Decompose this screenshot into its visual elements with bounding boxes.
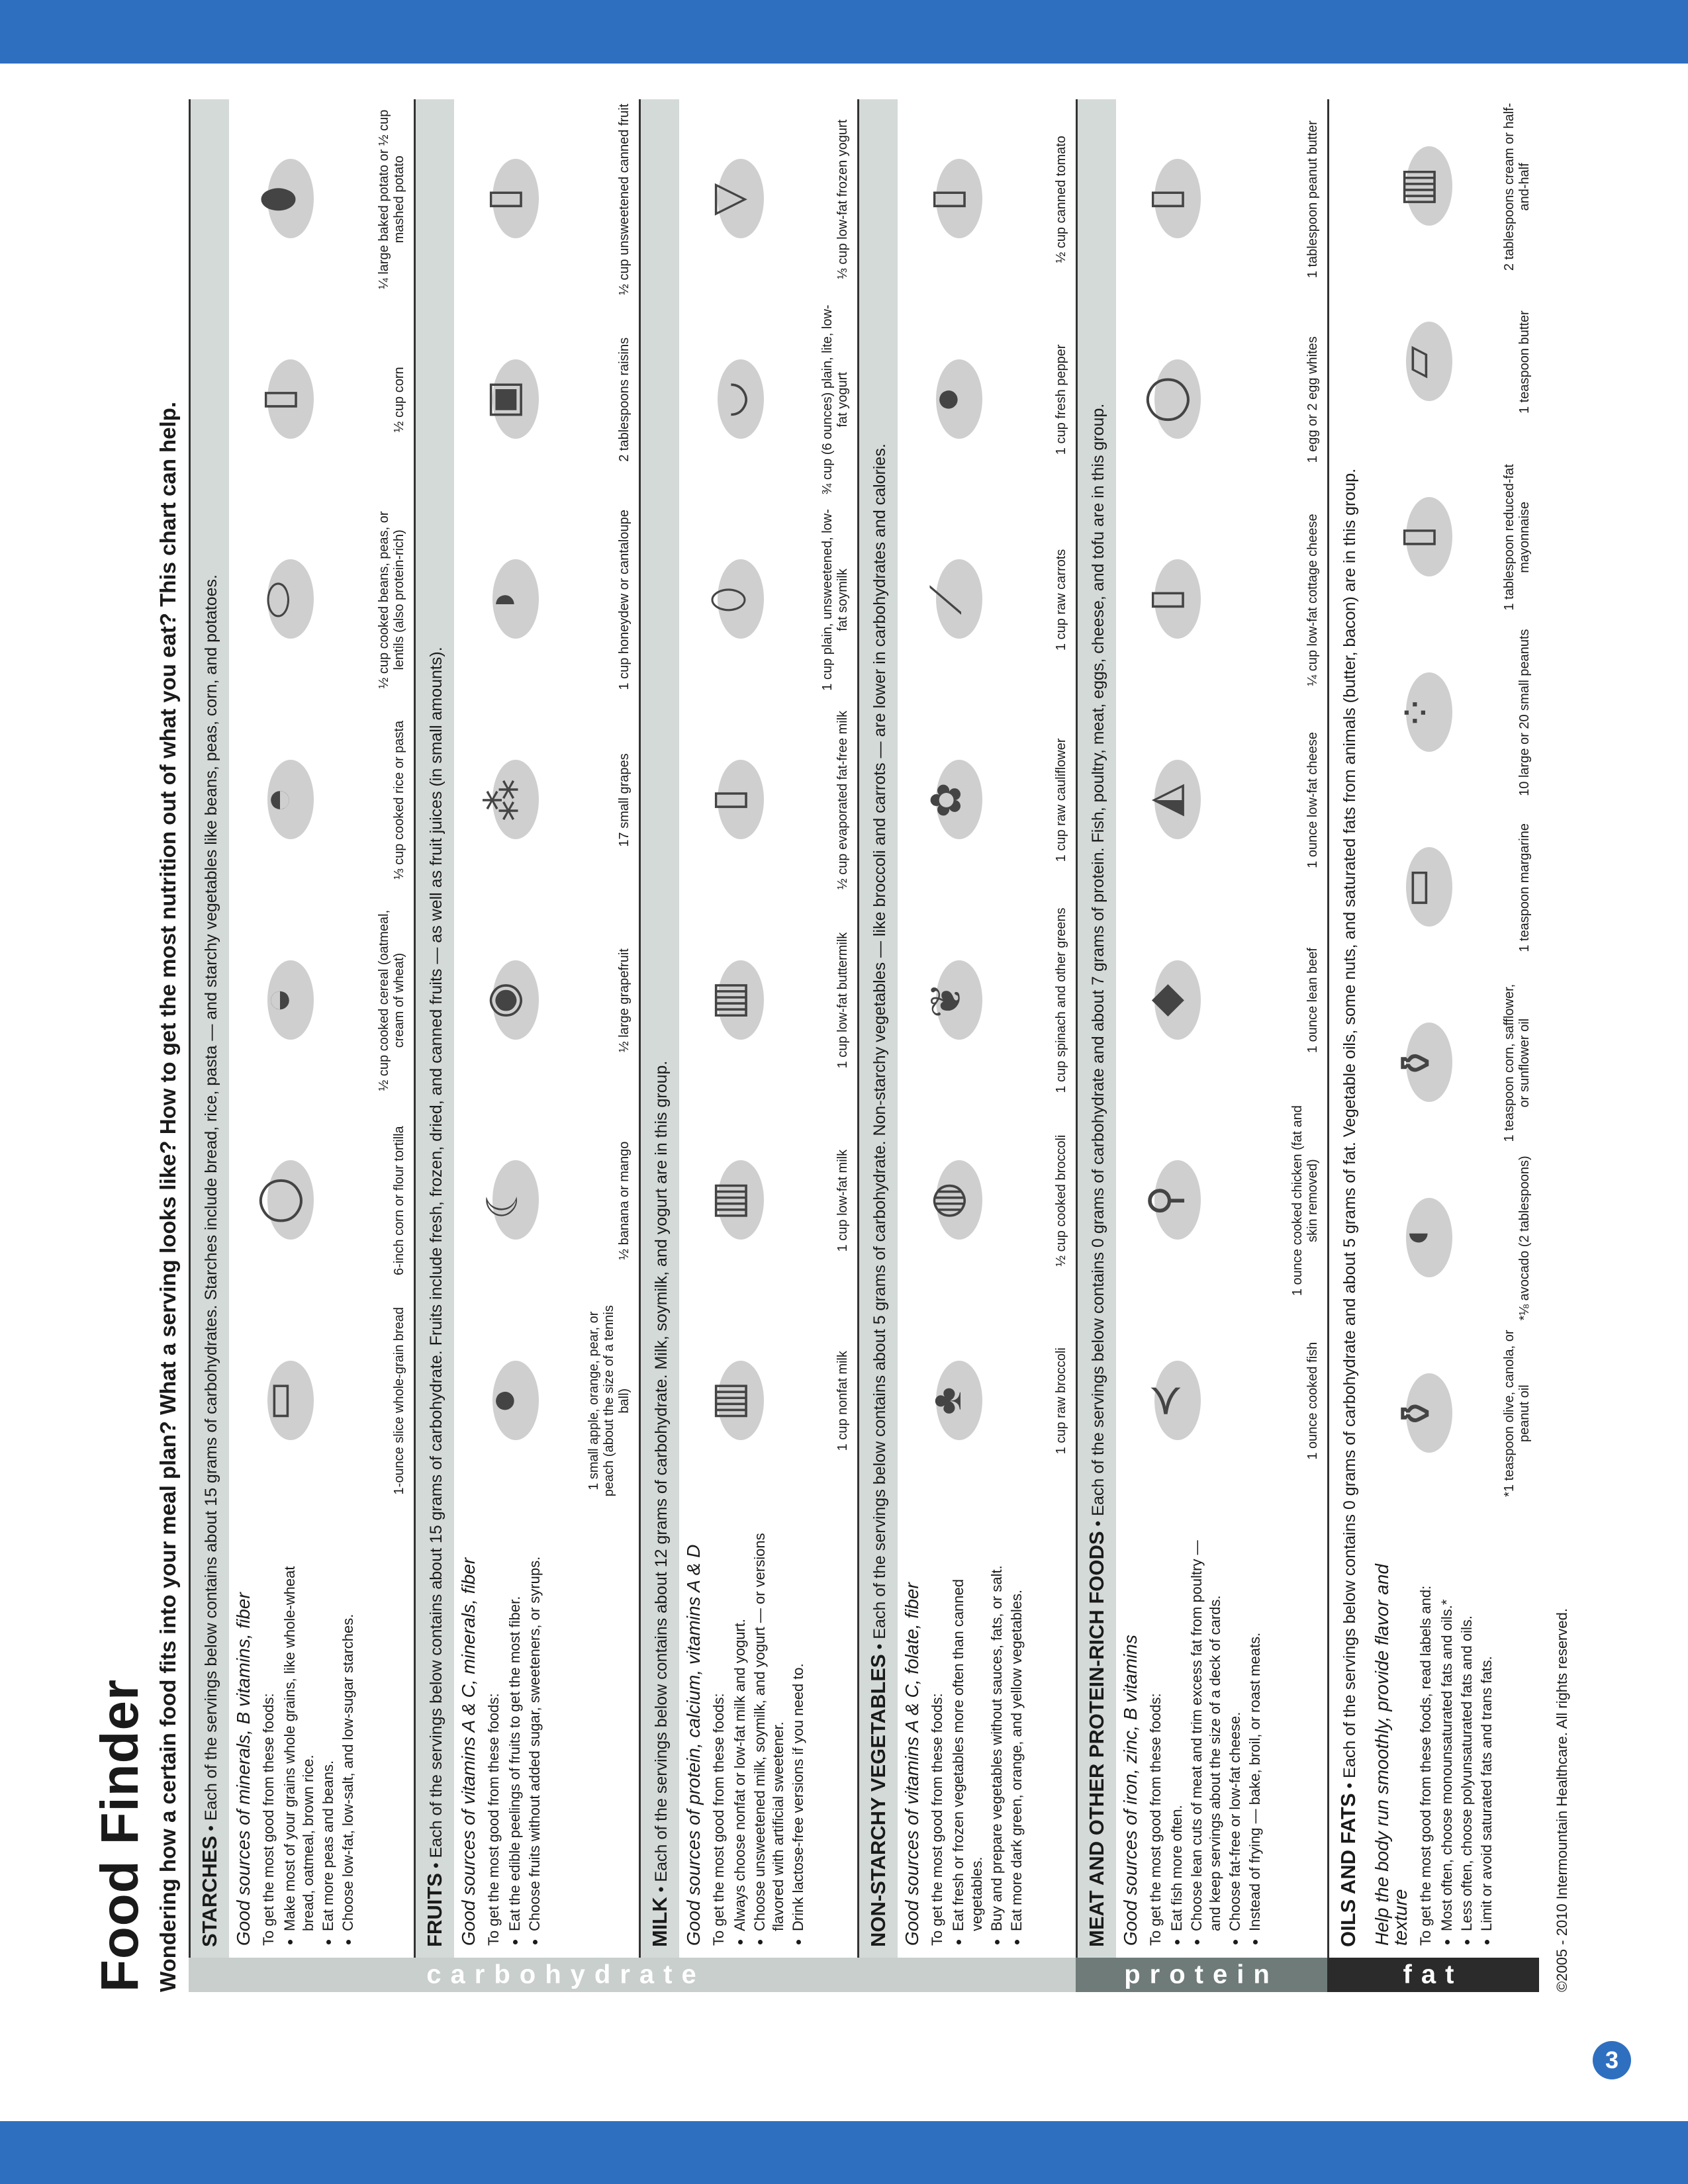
food-item xyxy=(1368,1326,1539,1501)
section-nonstarchy-group xyxy=(857,99,1076,1992)
food-serving-label: ¼ cup low-fat cottage cheese xyxy=(1305,514,1320,686)
grapes-icon: ⁂ xyxy=(466,764,539,837)
vegetable-oil-bottle-icon: ⚱ xyxy=(1380,1026,1452,1099)
food-item xyxy=(1368,800,1539,976)
food-item xyxy=(898,1300,1076,1501)
section-desc: Each of the servings below contains about 15 grams of carbohydrates. Starches include bread, rice, pasta — and starchy vegetables like beans, peas, corn, and potatoes. xyxy=(202,574,220,1821)
section-tips: Good sources of iron, zinc, B vitamins To get the most good from these foods: • Eat fish more often. • Choose lean cuts of meat and trim excess fat from poultry — and keep servings about the size of a deck of cards. • Choose fat-free or low-fat cheese. • Instead of frying — bake, broil, or roast meats. xyxy=(1121,1522,1266,1946)
cooked-broccoli-pot-icon: ◍ xyxy=(910,1164,982,1237)
copyright: ©2005 - 2010 Intermountain Healthcare. All rights reserved. xyxy=(1554,1608,1570,1992)
food-serving-label: 6-inch corn or flour tortilla xyxy=(392,1126,406,1275)
cauliflower-icon: ✿ xyxy=(910,764,982,837)
yogurt-cup-icon: ◡ xyxy=(691,363,764,436)
food-serving-label: *1 teaspoon olive, canola, or peanut oil xyxy=(1502,1330,1532,1497)
food-item xyxy=(229,1101,414,1301)
lowfat-milk-carton-icon: ▥ xyxy=(691,1164,764,1237)
section-desc: Each of the servings below contains about 12 grams of carbohydrate. Milk, soymilk, and yogurt are in this group. xyxy=(652,1060,671,1882)
food-list xyxy=(898,99,1076,1501)
food-serving-label: 1 cup raw cauliflower xyxy=(1054,738,1068,862)
food-item xyxy=(679,700,857,901)
frozen-yogurt-icon: ▽ xyxy=(691,163,764,236)
apple-icon: ● xyxy=(466,1365,539,1437)
potato-icon: ⬮ xyxy=(241,163,314,236)
group-carbohydrate xyxy=(189,99,943,1992)
food-serving-label: 1 cup raw broccoli xyxy=(1054,1347,1068,1455)
group-fat xyxy=(1327,99,1539,1992)
food-serving-label: ½ cup cooked beans, peas, or lentils (also protein-rich) xyxy=(377,511,406,689)
food-item xyxy=(454,1101,639,1301)
food-serving-label: *⅛ avocado (2 tablespoons) xyxy=(1517,1156,1532,1321)
food-serving-label: ½ large grapefruit xyxy=(617,948,632,1052)
food-serving-label: 1 tablespoon reduced-fat mayonnaise xyxy=(1502,464,1532,611)
raisins-box-icon: ▣ xyxy=(466,363,539,436)
food-item xyxy=(679,300,857,500)
food-item xyxy=(898,1101,1076,1301)
food-item xyxy=(229,700,414,901)
food-item xyxy=(898,300,1076,500)
food-serving-label: 1 teaspoon butter xyxy=(1517,310,1532,414)
tomato-can-icon: ▯ xyxy=(910,163,982,236)
food-item xyxy=(1368,976,1539,1151)
section-desc: Each of the servings below contains about 5 grams of carbohydrate. Non-starchy vegetables — like broccoli and carrots — are lower in carbohydrates and calories. xyxy=(870,443,889,1639)
food-serving-label: ½ cup evaporated fat-free milk xyxy=(835,710,850,890)
carrots-icon: ⟋ xyxy=(910,563,982,636)
section-title: STARCHES xyxy=(198,1835,221,1947)
food-item xyxy=(1116,700,1327,901)
food-list xyxy=(1116,99,1327,1501)
food-item xyxy=(1116,300,1327,500)
cheese-icon: ◭ xyxy=(1128,764,1201,837)
food-list xyxy=(229,99,414,1501)
food-item xyxy=(1116,99,1327,300)
rice-bowl-icon: ◓ xyxy=(241,764,314,837)
section-title: MEAT AND OTHER PROTEIN-RICH FOODS xyxy=(1085,1531,1108,1947)
food-item xyxy=(229,500,414,700)
nonfat-milk-carton-icon: ▥ xyxy=(691,1365,764,1437)
food-chart xyxy=(89,99,1585,1992)
section-desc: Each of the servings below contains 0 grams of carbohydrate and about 7 grams of protein. Fish, poultry, meat, eggs, cheese, and tofu are in this group. xyxy=(1089,403,1107,1516)
food-serving-label: ¾ cup (6 ounces) plain, lite, low-fat yogurt xyxy=(820,304,850,495)
food-item xyxy=(898,99,1076,300)
food-item xyxy=(898,900,1076,1101)
cottage-cheese-icon: ▯ xyxy=(1128,563,1201,636)
food-serving-label: 1 cup raw carrots xyxy=(1054,549,1068,651)
food-item xyxy=(454,99,639,300)
food-item xyxy=(454,700,639,901)
margarine-tub-icon: ▭ xyxy=(1380,851,1452,924)
food-serving-label: 1 cup low-fat milk xyxy=(835,1149,850,1252)
section-tips: Good sources of vitamins A & C, folate, fiber To get the most good from these foods: • Eat fresh or frozen vegetables more often than canned vegetables. • Buy and prepare vegetables without sauces, fats, or salt. • Eat more dark green, orange, and yellow vegetables. xyxy=(903,1522,1027,1946)
food-serving-label: 1 egg or 2 egg whites xyxy=(1305,336,1320,463)
group-label-carbohydrate: carbohydrate xyxy=(189,1958,943,1992)
food-serving-label: 2 tablespoons cream or half-and-half xyxy=(1502,103,1532,271)
food-serving-label: 1 tablespoon peanut butter xyxy=(1305,120,1320,279)
food-serving-label: 1-ounce slice whole-grain bread xyxy=(392,1306,406,1495)
food-serving-label: ½ cup corn xyxy=(392,367,406,433)
section-desc: Each of the servings below contains 0 grams of carbohydrate and about 5 grams of fat. Vegetable oils, some nuts, and saturated fats from animals (butter, bacon) are in this group. xyxy=(1340,468,1359,1778)
top-band xyxy=(0,0,1688,64)
section-nonstarchy-vegetables: NON-STARCHY VEGETABLES • Each of the servings below contains about 5 grams of carbohydrate. Non-starchy vegetables — like broccoli and carrots — are lower in carbohydrates and calories. Good sources of vitamins A & C, folate, fiber To get the most good from these foods: • Eat fresh or frozen vegetables more often than canned vegetables. • Buy and prepare vegetables without sauces, fats, or salt. • Eat more dark green, orange, and yellow vegetables. ♣ 1 cup raw broccoli ◍ ½ cup cooked broccoli ❦ 1 cup spinach and other greens ✿ 1 cup raw cauliflower ⟋ 1 cup raw carrots ● 1 cup fresh pepper ▯ ½ cup canned tomato xyxy=(857,99,1076,1958)
food-serving-label: 1 cup low-fat buttermilk xyxy=(835,932,850,1069)
buttermilk-carton-icon: ▥ xyxy=(691,964,764,1037)
section-title: FRUITS xyxy=(423,1873,446,1947)
bell-pepper-icon: ● xyxy=(910,363,982,436)
food-item xyxy=(1116,900,1327,1101)
food-serving-label: 1 teaspoon margarine xyxy=(1517,823,1532,952)
section-fruits: FRUITS • Each of the servings below contains about 15 grams of carbohydrate. Fruits include fresh, frozen, dried, and canned fruits — as well as fruit juices (in small amounts). Good sources of vitamins A & C, minerals, fiber To get the most good from these foods: • Eat the edible peelings of fruits to get the most fiber. • Choose fruits without added sugar, sweeteners, or syrups. ● 1 small apple, orange, pear, or peach (about the size of a tennis ball) ☾ ½ banana or mango ◉ ½ large grapefruit ⁂ 17 small grapes ◗ 1 cup honeydew or cantaloupe ▣ 2 tablespoons raisins ▯ ½ cup unsweetened canned fruit xyxy=(414,99,639,1958)
food-item xyxy=(229,900,414,1101)
food-item xyxy=(454,900,639,1101)
food-item xyxy=(1368,625,1539,800)
evaporated-milk-can-icon: ▯ xyxy=(691,764,764,837)
beans-plate-icon: ⬭ xyxy=(241,563,314,636)
grapefruit-icon: ◉ xyxy=(466,964,539,1037)
avocado-icon: ◖ xyxy=(1380,1202,1452,1275)
melon-icon: ◗ xyxy=(466,563,539,636)
food-list xyxy=(679,99,857,1501)
bottom-band xyxy=(0,2121,1688,2184)
food-item xyxy=(679,500,857,700)
food-serving-label: ⅓ cup low-fat frozen yogurt xyxy=(835,119,850,279)
spinach-plate-icon: ❦ xyxy=(910,964,982,1037)
corn-can-icon: ▯ xyxy=(241,363,314,436)
food-item xyxy=(898,700,1076,901)
food-serving-label: 10 large or 20 small peanuts xyxy=(1517,629,1532,796)
food-item xyxy=(1368,450,1539,625)
olive-oil-bottle-icon: ⚱ xyxy=(1380,1377,1452,1450)
group-protein xyxy=(1076,99,1327,1992)
broccoli-icon: ♣ xyxy=(910,1365,982,1437)
soymilk-bottle-icon: ⬯ xyxy=(691,563,764,636)
food-serving-label: 1 cup fresh pepper xyxy=(1054,344,1068,455)
section-title: OILS AND FATS xyxy=(1336,1793,1360,1947)
food-serving-label: ½ cup unsweetened canned fruit xyxy=(617,103,632,295)
food-item xyxy=(229,1300,414,1501)
food-item xyxy=(229,300,414,500)
mayonnaise-jar-icon: ▯ xyxy=(1380,501,1452,574)
food-item xyxy=(1116,500,1327,700)
beef-icon: ◆ xyxy=(1128,964,1201,1037)
food-serving-label: 17 small grapes xyxy=(617,753,632,847)
food-serving-label: 1 cup honeydew or cantaloupe xyxy=(617,510,632,690)
section-tips: Good sources of protein, calcium, vitamins A & D To get the most good from these foods: • Always choose nonfat or low-fat milk and yogurt. • Choose unsweetened milk, soymilk, and yogurt — or versions flavored with artificial sweetener. • Drink lactose-free versions if you need to. xyxy=(684,1522,809,1946)
food-item xyxy=(898,500,1076,700)
section-meat: MEAT AND OTHER PROTEIN-RICH FOODS • Each of the servings below contains 0 grams of carbohydrate and about 7 grams of protein. Fish, poultry, meat, eggs, cheese, and tofu are in this group. Good sources of iron, zinc, B vitamins To get the most good from these foods: • Eat fish more often. • Choose lean cuts of meat and trim excess fat from poultry — and keep servings about the size of a deck of cards. • Choose fat-free or low-fat cheese. • Instead of frying — bake, broil, or roast meats. ≺ 1 ounce cooked fish ⚲ 1 ounce cooked chicken (fat and skin removed) ◆ 1 ounce lean beef ◭ 1 ounce low-fat cheese ▯ ¼ cup low-fat cottage cheese ◯ 1 egg or 2 egg whites ▯ 1 tablespoon peanut butter xyxy=(1076,99,1327,1958)
peanuts-icon: ⁘ xyxy=(1380,676,1452,749)
food-item xyxy=(1116,1300,1327,1501)
section-title: MILK xyxy=(648,1897,671,1947)
section-tips: Good sources of minerals, B vitamins, fiber To get the most good from these foods: • Make most of your grains whole grains, like whole-wheat bread, oatmeal, brown rice. • Eat more peas and beans. • Choose low-fat, low-salt, and low-sugar starches. xyxy=(234,1522,359,1946)
page-subtitle: Wondering how a certain food fits into your meal plan? What a serving looks like? How to get the most nutrition out of what you eat? This chart can help. xyxy=(156,401,180,1992)
food-serving-label: ½ cup cooked broccoli xyxy=(1054,1134,1068,1267)
food-serving-label: 1 cup nonfat milk xyxy=(835,1351,850,1451)
section-starches: STARCHES • Each of the servings below contains about 15 grams of carbohydrates. Starches include bread, rice, pasta — and starchy vegetables like beans, peas, corn, and potatoes. Good sources of minerals, B vitamins, fiber To get the most good from these foods: • Make most of your grains whole grains, like whole-wheat bread, oatmeal, brown rice. • Eat more peas and beans. • Choose low-fat, low-salt, and low-sugar starches. ▭ 1-ounce slice whole-grain bread ◯ 6-inch corn or flour tortilla ◒ ½ cup cooked cereal (oatmeal, cream of wheat) ◓ ⅓ cup cooked rice or pasta ⬭ ½ cup cooked beans, peas, or lentils (also protein-rich) ▯ ½ cup corn ⬮ ¼ large baked potato or ½ cup mashed potato xyxy=(189,99,414,1958)
food-serving-label: 1 ounce cooked fish xyxy=(1305,1342,1320,1460)
food-serving-label: ⅓ cup cooked rice or pasta xyxy=(392,720,406,880)
food-item xyxy=(1368,275,1539,450)
food-item xyxy=(454,1300,639,1501)
bread-icon: ▭ xyxy=(241,1365,314,1437)
section-tips: Help the body run smoothly, provide flavor and texture To get the most good from these foods, read labels and: • Most often, choose monounsaturated fats and oils.* • Less often, choose polyunsaturated fats and oils. • Limit or avoid saturated fats and trans fats. xyxy=(1373,1522,1497,1946)
food-serving-label: 1 small apple, orange, pear, or peach (about the size of a tennis ball) xyxy=(586,1305,632,1497)
peanut-butter-jar-icon: ▯ xyxy=(1128,163,1201,236)
food-item xyxy=(454,500,639,700)
food-serving-label: ½ cup cooked cereal (oatmeal, cream of wheat) xyxy=(377,909,406,1091)
section-title: NON-STARCHY VEGETABLES xyxy=(867,1654,890,1947)
food-serving-label: ½ cup canned tomato xyxy=(1054,136,1068,263)
butter-icon: ▱ xyxy=(1380,326,1452,398)
food-serving-label: ¼ large baked potato or ½ cup mashed potato xyxy=(377,109,406,289)
food-serving-label: 1 ounce lean beef xyxy=(1305,948,1320,1054)
canned-fruit-icon: ▯ xyxy=(466,163,539,236)
food-item xyxy=(679,900,857,1101)
food-serving-label: 1 ounce cooked chicken (fat and skin removed) xyxy=(1290,1105,1320,1297)
food-item xyxy=(229,99,414,300)
chicken-leg-icon: ⚲ xyxy=(1128,1164,1201,1237)
food-serving-label: 1 teaspoon corn, safflower, or sunflower oil xyxy=(1502,983,1532,1142)
section-tips: Good sources of vitamins A & C, minerals, fiber To get the most good from these foods: • Eat the edible peelings of fruits to get the most fiber. • Choose fruits without added sugar, sweeteners, or syrups. xyxy=(459,1522,545,1946)
fish-icon: ≺ xyxy=(1128,1365,1201,1437)
food-item xyxy=(679,1300,857,1501)
food-item xyxy=(679,1101,857,1301)
food-item xyxy=(1368,99,1539,275)
food-serving-label: 1 cup plain, unsweetened, low-fat soymilk xyxy=(820,509,850,691)
food-serving-label: 1 ounce low-fat cheese xyxy=(1305,732,1320,868)
cereal-bowl-icon: ◒ xyxy=(241,964,314,1037)
food-item xyxy=(1368,1151,1539,1326)
food-item xyxy=(679,99,857,300)
food-serving-label: 2 tablespoons raisins xyxy=(617,337,632,462)
page-number: 3 xyxy=(1593,2041,1631,2079)
half-and-half-carton-icon: ▥ xyxy=(1380,150,1452,223)
group-label-fat: fat xyxy=(1327,1958,1539,1992)
food-item xyxy=(1116,1101,1327,1301)
egg-icon: ◯ xyxy=(1128,363,1201,436)
section-desc: Each of the servings below contains about 15 grams of carbohydrate. Fruits include fresh, frozen, dried, and canned fruits — as well as fruit juices (in small amounts). xyxy=(427,647,445,1858)
section-oils-fats: OILS AND FATS • Each of the servings below contains 0 grams of carbohydrate and about 5 grams of fat. Vegetable oils, some nuts, and saturated fats from animals (butter, bacon) are in this group. Help the body run smoothly, provide flavor and texture To get the most good from these foods, read labels and: • Most often, choose monounsaturated fats and oils.* • Less often, choose polyunsaturated fats and oils. • Limit or avoid saturated fats and trans fats. ⚱ *1 teaspoon olive, canola, or peanut oil ◖ *⅛ avocado (2 tablespoons) ⚱ 1 teaspoon corn, safflower, or sunflower oil ▭ 1 teaspoon margarine ⁘ 10 large or 20 small peanuts ▯ 1 tablespoon reduced-fat mayonnaise ▱ 1 teaspoon butter ▥ 2 tablespoons cream or half-and-half xyxy=(1327,99,1539,1958)
section-milk: MILK • Each of the servings below contains about 12 grams of carbohydrate. Milk, soymilk, and yogurt are in this group. Good sources of protein, calcium, vitamins A & D To get the most good from these foods: • Always choose nonfat or low-fat milk and yogurt. • Choose unsweetened milk, soymilk, and yogurt — or versions flavored with artificial sweetener. • Drink lactose-free versions if you need to. ▥ 1 cup nonfat milk ▥ 1 cup low-fat milk ▥ 1 cup low-fat buttermilk ▯ ½ cup evaporated fat-free milk ⬯ 1 cup plain, unsweetened, low-fat soymilk ◡ ¾ cup (6 ounces) plain, lite, low-fat yogurt ▽ ⅓ cup low-fat frozen yogurt xyxy=(639,99,857,1958)
food-serving-label: ½ banana or mango xyxy=(617,1141,632,1260)
page-title: Food Finder xyxy=(90,1678,149,1992)
group-label-protein: protein xyxy=(1076,1958,1327,1992)
food-list xyxy=(1368,99,1539,1501)
food-serving-label: 1 cup spinach and other greens xyxy=(1054,907,1068,1093)
food-item xyxy=(454,300,639,500)
banana-icon: ☾ xyxy=(466,1164,539,1237)
food-list xyxy=(454,99,639,1501)
tortilla-icon: ◯ xyxy=(241,1164,314,1237)
